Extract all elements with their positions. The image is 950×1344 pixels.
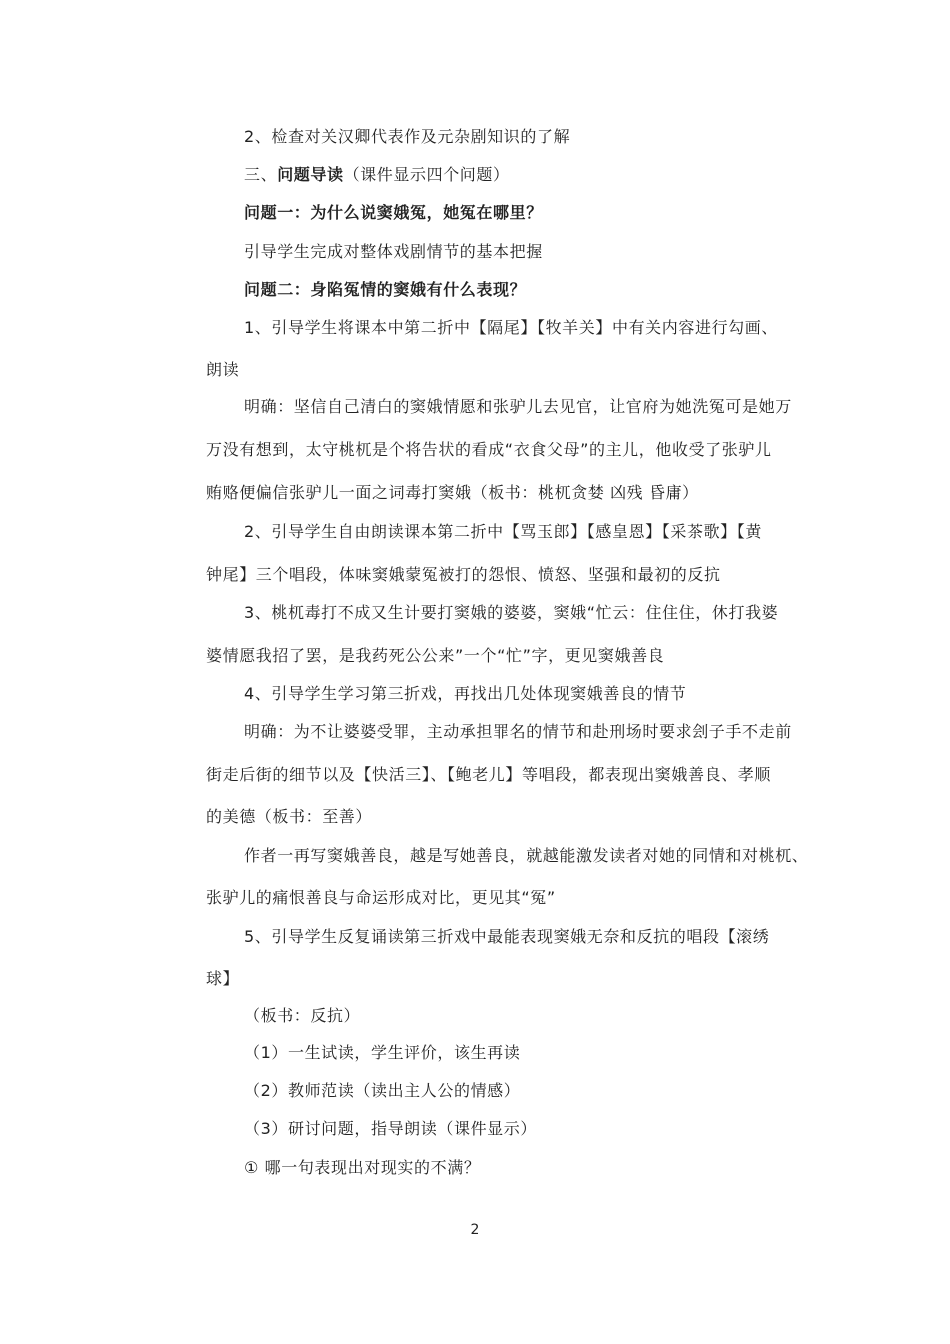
section-note: （课件显示四个问题） bbox=[343, 165, 510, 184]
list-item: （1）一生试读，学生评价，该生再读 bbox=[244, 1043, 521, 1062]
section-title: 问题导读 bbox=[277, 165, 344, 184]
paragraph-line: 明确：为不让婆婆受罪，主动承担罪名的情节和赴刑场时要求刽子手不走前 bbox=[244, 722, 792, 741]
question-heading: 问题一：为什么说窦娥冤，她冤在哪里？ bbox=[244, 203, 543, 222]
section-number: 三、 bbox=[244, 165, 278, 184]
paragraph-line: 作者一再写窦娥善良，越是写她善良，就越能激发读者对她的同情和对桃杌、 bbox=[244, 846, 809, 865]
list-item: （3）研讨问题，指导朗读（课件显示） bbox=[244, 1119, 537, 1138]
paragraph-line: 明确：坚信自己清白的窦娥情愿和张驴儿去见官，让官府为她洗冤可是她万 bbox=[244, 397, 792, 416]
paragraph-line: 万没有想到，太守桃杌是个将告状的看成“衣食父母”的主儿，他收受了张驴儿 bbox=[206, 440, 772, 459]
paragraph-line: 3、桃杌毒打不成又生计要打窦娥的婆婆，窦娥“忙云：住住住，休打我婆 bbox=[244, 603, 779, 622]
paragraph-line: 引导学生完成对整体戏剧情节的基本把握 bbox=[244, 242, 543, 261]
page-number: 2 bbox=[470, 1222, 480, 1238]
paragraph-line: 钟尾】三个唱段，体味窦娥蒙冤被打的怨恨、愤怒、坚强和最初的反抗 bbox=[206, 565, 721, 584]
paragraph-line: 张驴儿的痛恨善良与命运形成对比，更见其“冤” bbox=[206, 888, 556, 907]
paragraph-line: 朗读 bbox=[206, 360, 240, 379]
list-item: ① 哪一句表现出对现实的不满？ bbox=[244, 1158, 481, 1177]
paragraph-line: 球】 bbox=[206, 969, 240, 988]
paragraph-line: 2、引导学生自由朗读课本第二折中【骂玉郎】【感皇恩】【采茶歌】【黄 bbox=[244, 522, 762, 541]
question-heading: 问题二：身陷冤情的窦娥有什么表现？ bbox=[244, 280, 527, 299]
paragraph-line: 贿赂便偏信张驴儿一面之词毒打窦娥（板书：桃杌贪婪 凶残 昏庸） bbox=[206, 483, 699, 502]
section-heading bbox=[244, 165, 510, 185]
paragraph-line: 2、检查对关汉卿代表作及元杂剧知识的了解 bbox=[244, 127, 571, 146]
paragraph-line: 1、引导学生将课本中第二折中【隔尾】【牧羊关】中有关内容进行勾画、 bbox=[244, 318, 778, 337]
paragraph-line: （板书：反抗） bbox=[244, 1006, 361, 1025]
paragraph-line: 婆情愿我招了罢，是我药死公公来”一个“忙”字，更见窦娥善良 bbox=[206, 646, 665, 665]
paragraph-line: 的美德（板书：至善） bbox=[206, 807, 373, 826]
paragraph-line: 4、引导学生学习第三折戏，再找出几处体现窦娥善良的情节 bbox=[244, 684, 687, 703]
paragraph-line: 街走后街的细节以及【快活三】、【鲍老儿】等唱段，都表现出窦娥善良、孝顺 bbox=[206, 765, 772, 784]
paragraph-line: 5、引导学生反复诵读第三折戏中最能表现窦娥无奈和反抗的唱段【滚绣 bbox=[244, 927, 770, 946]
list-item: （2）教师范读（读出主人公的情感） bbox=[244, 1081, 521, 1100]
